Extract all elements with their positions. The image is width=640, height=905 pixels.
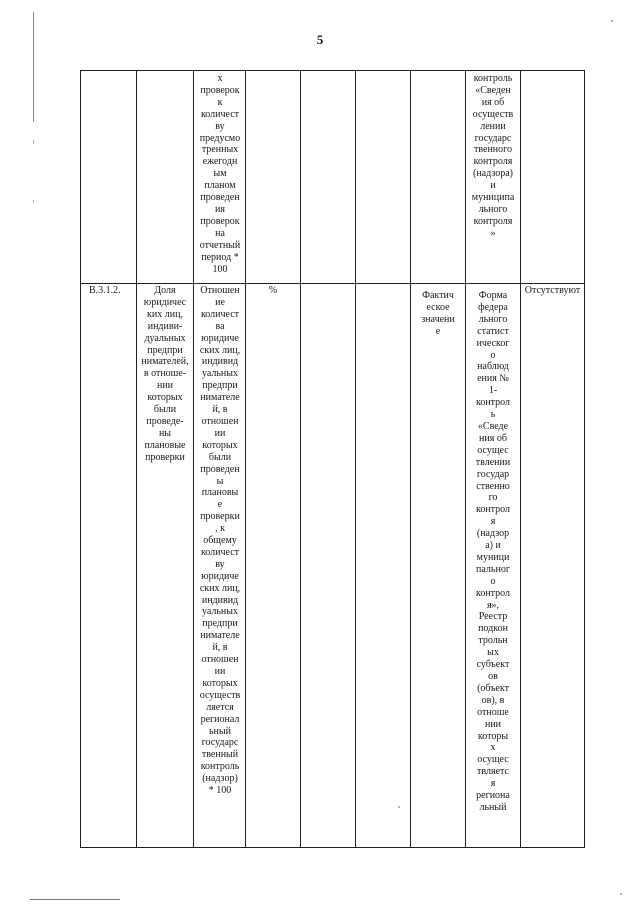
column-border: [520, 70, 521, 848]
indicator-name-cell: Доля юридичес ких лиц, индиви- дуальных предпри нимателей, в отноше- нии которых были проведе- ны плановые проверки: [141, 285, 189, 463]
indicator-note-cell: Отсутствуют: [524, 285, 581, 296]
column-border: [410, 70, 411, 848]
scan-speck: [33, 140, 34, 144]
table-border-top: [80, 70, 585, 71]
column-border: [584, 70, 585, 848]
indicator-formula-cell: Отношен ие количест ва юридиче ских лиц, индивид уальных предпри нимателе й, в отношен ии которых были проведен ы плановы е проверки , к общему количест ву юридиче ских лиц, индивид уальных предпри нимателе й, в отношен ии которых осуществ ляется регионал ьный государс твенный контроль (надзор) * 100: [199, 285, 241, 797]
column-border: [300, 70, 301, 848]
scan-margin-line: [33, 12, 34, 122]
row-separator: [80, 283, 585, 284]
page-number: 5: [316, 32, 324, 47]
continued-formula-cell: х проверок к количест ву предусмо тренных ежегодн ым планом проведен ия проверок на отчетный период * 100: [199, 73, 241, 275]
column-border: [80, 70, 81, 848]
indicator-value-type-cell: Фактич еское значени е: [421, 290, 455, 337]
scan-mark-bottom: [30, 899, 120, 900]
indicator-unit-cell: %: [268, 285, 278, 296]
scan-speck: [620, 893, 622, 895]
scan-speck: [33, 200, 34, 203]
indicator-table: [80, 70, 585, 848]
column-border: [355, 70, 356, 848]
continued-source-cell: контроль «Сведен ия об осуществ лении государс твенного контроля (надзора) и муниципа льного контроля »: [471, 73, 515, 239]
column-border: [193, 70, 194, 848]
scan-speck: [611, 20, 613, 22]
table-border-bottom: [80, 847, 585, 848]
indicator-code-cell: В.3.1.2.: [89, 285, 121, 296]
column-border: [245, 70, 246, 848]
indicator-source-cell: Форма федера льного статист ическог о наблюд ения № 1- контрол ь «Сведе ния об осущес твлении государ ственно го контрол я (надзор а) и муници пальног о контрол я», Реестр подкон трольн ых субъект ов (объект ов), в отноше нии которы х осущес твляетс я региона льный: [475, 290, 511, 813]
